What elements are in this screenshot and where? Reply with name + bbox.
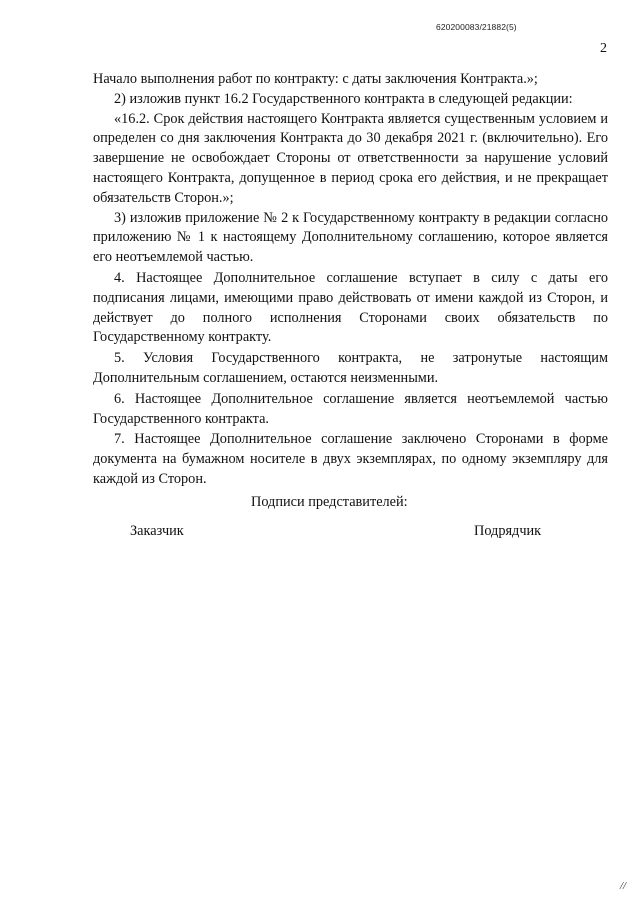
paragraph-section-4: 4. Настоящее Дополнительное соглашение вступает в силу с даты его подписания лицами, имеющими право действовать от имени каждой из Сторон, и действует до полного исполнения Сторонами своих обязательств по Государственному контракту.	[93, 269, 608, 346]
page-number: 2	[600, 41, 607, 56]
paragraph-work-start: Начало выполнения работ по контракту: с даты заключения Контракта.»;	[93, 71, 538, 87]
signature-customer-label: Заказчик	[130, 523, 184, 539]
paragraph-section-7: 7. Настоящее Дополнительное соглашение заключено Сторонами в форме документа на бумажном носителе в двух экземплярах, по одному экземпляру для каждой из Сторон.	[93, 431, 608, 487]
paragraph-section-6: 6. Настоящее Дополнительное соглашение является неотъемлемой частью Государственного контракта.	[93, 390, 608, 427]
paragraph-item-3: 3) изложив приложение № 2 к Государственному контракту в редакции согласно приложению № 1 к настоящему Дополнительному соглашению, которое является его неотъемлемой частью.	[93, 209, 608, 266]
corner-handwritten-mark: //	[620, 880, 627, 892]
paragraph-item-2: 2) изложив пункт 16.2 Государственного контракта в следующей редакции:	[114, 90, 573, 107]
document-id: 620200083/21882(5)	[436, 22, 517, 32]
document-body	[93, 70, 608, 490]
signature-contractor-label: Подрядчик	[474, 523, 542, 539]
signatures-heading: Подписи представителей:	[251, 494, 408, 510]
paragraph-clause-16-2: «16.2. Срок действия настоящего Контракта является существенным условием и определен со дня заключения Контракта до 30 декабря 2021 г. (включительно). Его завершение не освобождает Стороны от ответственности за нарушение условий настоящего Контракта, допущенное в период срока его действия, и не прекращает обязательств Сторон.»;	[93, 110, 608, 206]
paragraph-section-5: 5. Условия Государственного контракта, не затронутые настоящим Дополнительным соглашением, остаются неизменными.	[93, 350, 608, 386]
